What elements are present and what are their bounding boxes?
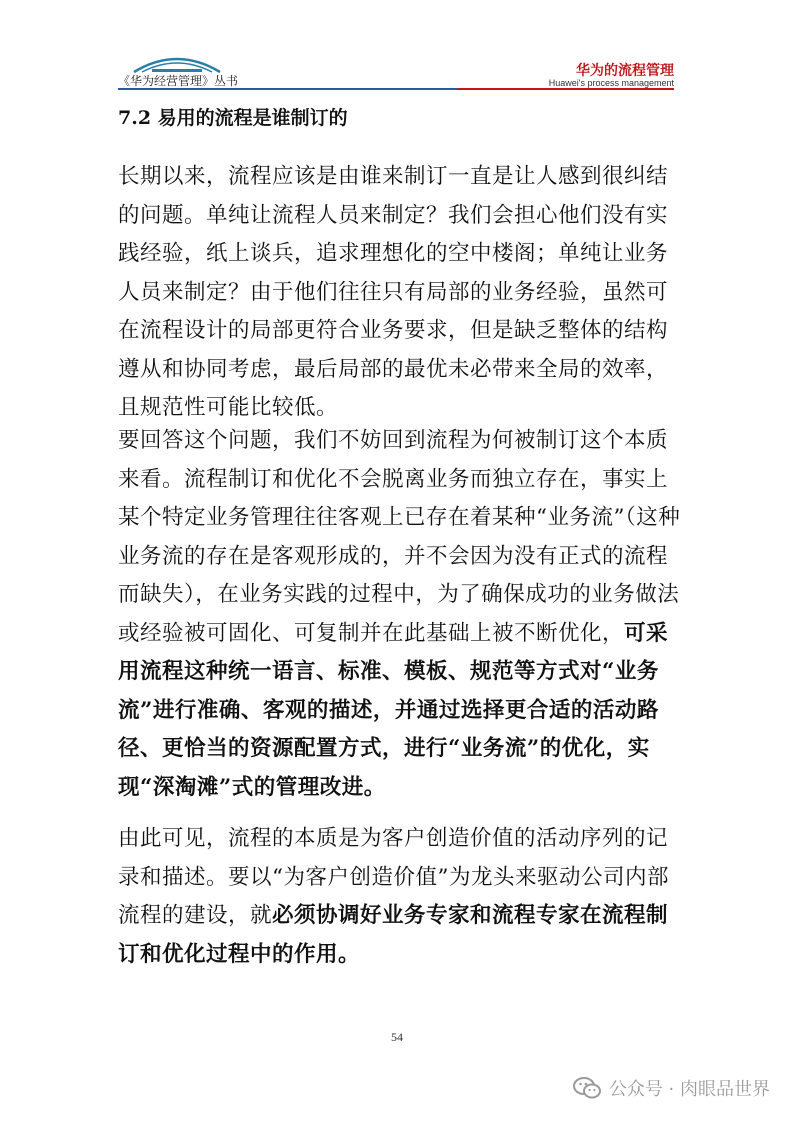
paragraph-1-text: 长期以来，流程应该是由谁来制订一直是让人感到很纠结的问题。单纯让流程人员来制定？我们会担心他们没有实践经验，纸上谈兵，追求理想化的空中楼阁；单纯让业务人员来制定？由于他们往往只有局部的业务经验，虽然可在流程设计的局部更符合业务要求，但是缺乏整体的结构遵从和协同考虑，最后局部的最优未必带来全局的效率，且规范性可能比较低。 <box>118 164 669 420</box>
paragraph-1 <box>118 158 684 428</box>
paragraph-3-text: 由此可见，流程的本质是为客户创造价值的活动序列的记录和描述。要以“为客户创造价值”为龙头来驱动公司内部流程的建设，就 <box>118 826 669 928</box>
watermark <box>573 1075 770 1101</box>
paragraph-3-end: 。 <box>338 941 361 967</box>
watermark-text: 公众号 · 肉眼品世界 <box>608 1079 770 1100</box>
paragraph-2-emphasis: 可采用流程这种统一语言、标准、模板、规范等方式对“业务流”进行准确、客观的描述，并通过选择更合适的活动路径、更恰当的资源配置方式，进行“业务流”的优化，实现“深淘滩”式的管理改进。 <box>118 620 669 800</box>
book-brand: 华为的流程管理 <box>576 63 674 79</box>
wechat-icon <box>573 1076 601 1100</box>
series-name: 《华为经营管理》丛书 <box>118 74 239 88</box>
paragraph-2-text: 要回答这个问题，我们不妨回到流程为何被制订这个本质来看。流程制订和优化不会脱离业务而独立存在，事实上某个特定业务管理往往客观上已存在着某种“业务流”（这种业务流的存在是客观形成的，并不会因为没有正式的流程而缺失），在业务实践的过程中，为了确保成功的业务做法或经验被可固化、可复制并在此基础上被不断优化， <box>118 428 681 646</box>
section-title: 7.2 易用的流程是谁制订的 <box>118 107 348 129</box>
paragraph-3 <box>118 820 684 974</box>
page-number: 54 <box>391 1030 403 1044</box>
paragraph-3-emphasis: 必须协调好业务专家和流程专家在流程制订和优化过程中的作用 <box>118 903 669 967</box>
header-rule-blue <box>118 88 458 90</box>
page-header <box>118 50 674 90</box>
header-rule-red <box>458 88 674 90</box>
building-roof-icon <box>132 52 222 74</box>
paragraph-2 <box>118 422 684 807</box>
book-brand-en: Huawei's process management <box>548 78 674 88</box>
